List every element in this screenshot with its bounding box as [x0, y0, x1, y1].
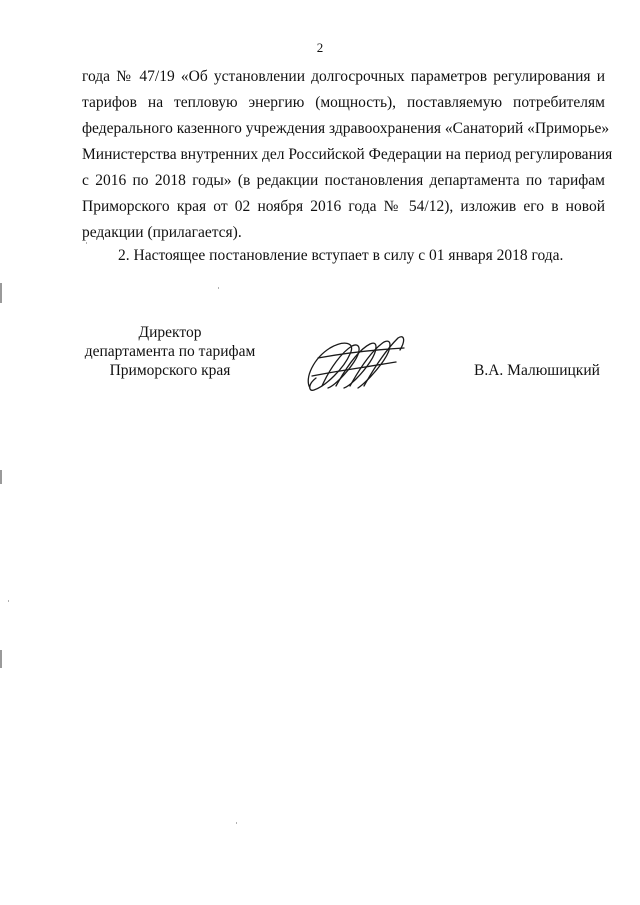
scan-speck — [218, 287, 219, 289]
paragraph-1-line: редакции (прилагается). — [82, 224, 242, 241]
scan-speck — [236, 822, 237, 824]
paragraph-1-line: года № 47/19 «Об установлении долгосрочных параметров регулирования и — [82, 68, 605, 85]
paragraph-1-line: Приморского края от 02 ноября 2016 года № 54/12), изложив его в новой — [82, 198, 605, 215]
paragraph-2: 2. Настоящее постановление вступает в силу с 01 января 2018 года. — [118, 247, 564, 264]
paragraph-1 — [82, 64, 613, 246]
scan-speck — [8, 600, 9, 602]
position-region: Приморского края — [109, 362, 231, 379]
page-number: 2 — [316, 40, 324, 55]
paragraph-1-line: федерального казенного учреждения здравоохранения «Санаторий «Приморье» — [82, 120, 610, 137]
scan-margin-mark — [0, 470, 2, 484]
scan-margin-mark — [0, 650, 2, 668]
signatory-position — [60, 323, 280, 380]
paragraph-1-line: с 2016 по 2018 годы» (в редакции постановления департамента по тарифам — [82, 172, 605, 189]
position-department: департамента по тарифам — [84, 343, 256, 360]
paragraph-1-line: тарифов на тепловую энергию (мощность), поставляемую потребителям — [82, 94, 605, 111]
scan-margin-mark — [0, 283, 2, 303]
position-title: Директор — [138, 324, 202, 341]
paragraph-1-line: Министерства внутренних дел Российской Федерации на период регулирования — [82, 146, 613, 163]
signatory-name: В.А. Малюшицкий — [474, 362, 600, 379]
handwritten-signature — [300, 328, 410, 398]
